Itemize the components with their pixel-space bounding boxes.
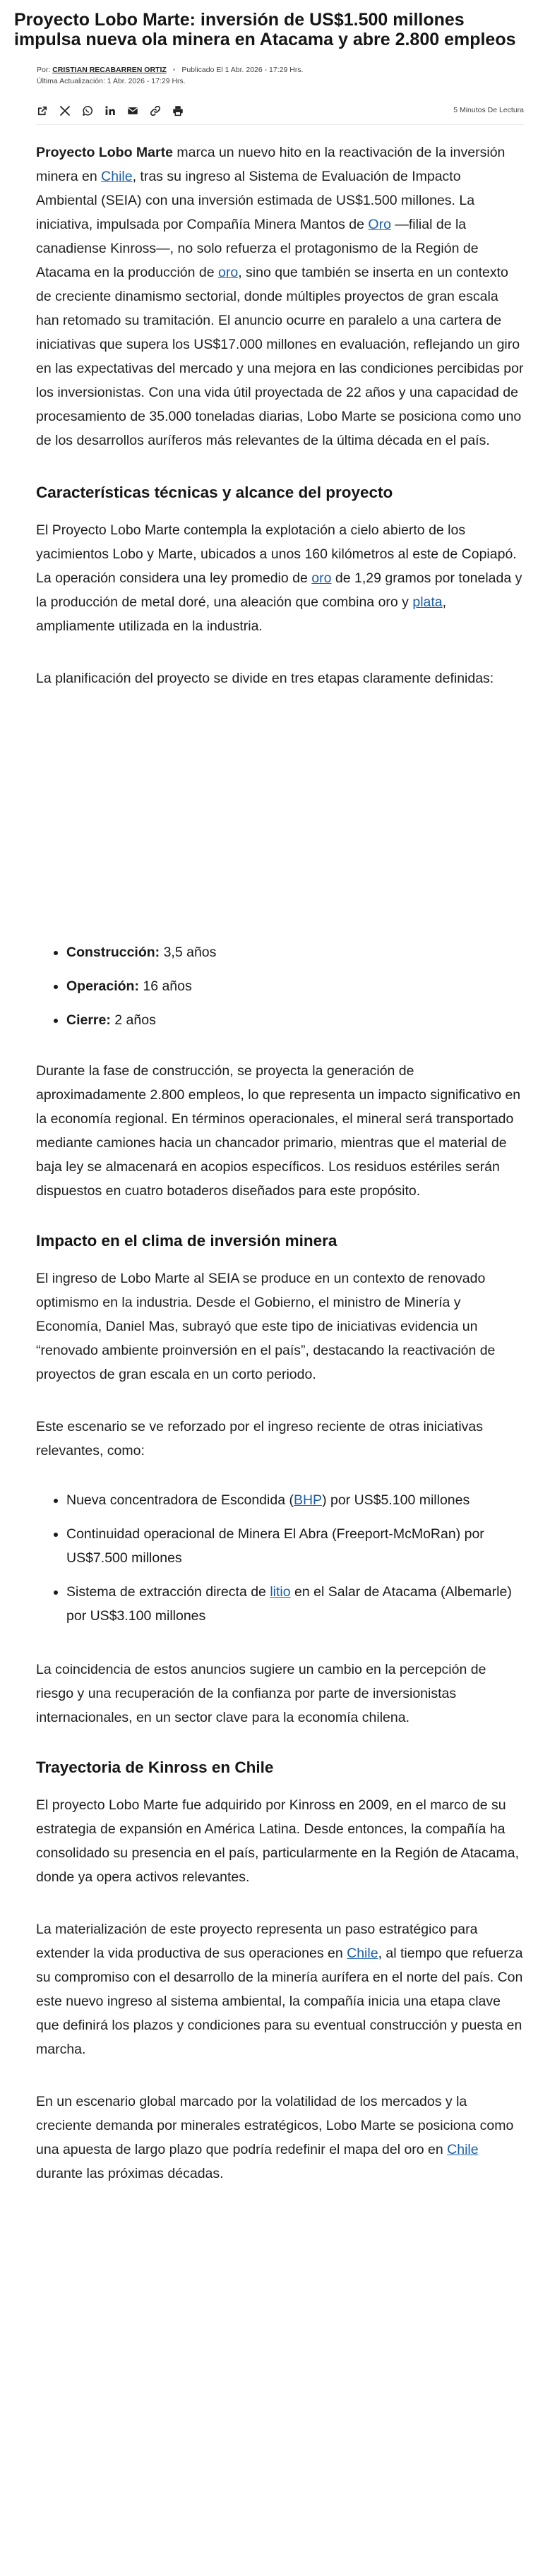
text-span: ) por US$5.100 millones [322, 1492, 470, 1508]
whatsapp-icon[interactable] [81, 104, 94, 117]
section-heading-kinross: Trayectoria de Kinross en Chile [36, 1759, 274, 1776]
link-oro[interactable]: oro [218, 265, 239, 280]
stage-label: Operación: [66, 978, 139, 994]
list-item [66, 974, 524, 998]
x-icon[interactable] [59, 104, 71, 117]
list-item [66, 940, 524, 964]
link-chile[interactable]: Chile [347, 1946, 378, 1961]
text-span: —filial de la canadiense Kinross—, no solo refuerza el protagonismo de la Región de Atacama en la producción de [36, 217, 479, 280]
text-span: El Proyecto Lobo Marte contempla la explotación a cielo abierto de los yacimientos Lobo y Marte, ubicados a unos 160 kilómetros al este de Copiapó. La operación considera una ley promedio de [36, 522, 517, 586]
stage-label: Construcción: [66, 945, 160, 960]
share-icon[interactable] [36, 104, 49, 117]
paragraph-tecnico [36, 518, 524, 638]
author-link[interactable]: CRISTIAN RECABARREN ORTIZ [52, 66, 167, 74]
text-span: en el Salar de Atacama (Albemarle) por US$3.100 millones [66, 1584, 512, 1624]
link-plata[interactable]: plata [412, 594, 443, 610]
updated-date: Última Actualización: 1 Abr. 2026 - 17:29 Hrs. [37, 77, 186, 85]
article-headline: Proyecto Lobo Marte: inversión de US$1.500 millones impulsa nueva ola minera en Atacama y abre 2.800 empleos [14, 10, 516, 49]
text-span: En un escenario global marcado por la volatilidad de los mercados y la creciente demanda por minerales estratégicos, Lobo Marte se posiciona como una apuesta de largo plazo que podría redefinir el mapa del oro en [36, 2094, 514, 2157]
text-span: marca un nuevo hito en la reactivación de la inversión minera en [36, 145, 506, 184]
text-span: , tras su ingreso al Sistema de Evaluación de Impacto Ambiental (SEIA) con una inversión estimada de US$1.500 millones. La iniciativa, impulsada por Compañía Minera Mantos de [36, 169, 475, 232]
stage-value: 16 años [138, 978, 192, 994]
embedded-media-placeholder [36, 690, 524, 945]
byline [0, 49, 538, 75]
list-item [66, 1580, 524, 1628]
link-oro[interactable]: Oro [368, 217, 391, 232]
text-span: durante las próximas décadas. [36, 2166, 224, 2181]
article-body [0, 125, 538, 2186]
list-item [66, 1488, 524, 1512]
text-span: Continuidad operacional de Minera El Abra (Freeport-McMoRan) por US$7.500 millones [66, 1526, 484, 1566]
link-oro[interactable]: oro [311, 570, 332, 586]
link-icon[interactable] [149, 104, 162, 117]
paragraph-intro [36, 140, 524, 453]
byline-separator: • [172, 66, 176, 74]
published-date: Publicado El 1 Abr. 2026 - 17:29 Hrs. [181, 66, 304, 74]
paragraph-escenario: Este escenario se ve reforzado por el ingreso reciente de otras iniciativas relevantes, como: [36, 1419, 483, 1458]
text-span: de 1,29 gramos por tonelada y la producción de metal doré, una aleación que combina oro y [36, 570, 522, 610]
text-span: Nueva concentradora de Escondida ( [66, 1492, 294, 1508]
paragraph-coincidencia: La coincidencia de estos anuncios sugiere un cambio en la percepción de riesgo y una recuperación de la confianza por parte de inversionistas internacionales, en un sector clave para la economía chilena. [36, 1662, 486, 1725]
text-span: , al tiempo que refuerza su compromiso con el desarrollo de la minería aurífera en el norte del país. Con este nuevo ingreso al sistema ambiental, la compañía inicia una etapa clave que definirá los plazos y condiciones para su eventual construcción y puesta en marcha. [36, 1946, 523, 2057]
paragraph-construccion: Durante la fase de construcción, se proyecta la generación de aproximadamente 2.800 empleos, lo que representa un impacto significativo en la economía regional. En términos operacionales, el mineral será transportado mediante camiones hacia un chancador primario, mientras que el material de baja ley se almacenará en acopios específicos. Los residuos estériles serán dispuestos en cuatro botaderos diseñados para este propósito. [36, 1063, 521, 1199]
text-span: , ampliamente utilizada en la industria. [36, 594, 447, 634]
section-heading-impacto: Impacto en el clima de inversión minera [36, 1232, 337, 1250]
linkedin-icon[interactable] [104, 104, 116, 117]
stage-label: Cierre: [66, 1012, 111, 1028]
text-span: , sino que también se inserta en un contexto de creciente dinamismo sectorial, donde múltiples proyectos de gran escala han retomado su tramitación. El anuncio ocurre en paralelo a una cartera de iniciativas que supera los US$17.000 millones en evaluación, reflejando un giro en las expectativas del mercado y una mejora en las condiciones percibidas por los inversionistas. Con una vida útil proyectada de 22 años y una capacidad de procesamiento de 35.000 toneladas diarias, Lobo Marte se posiciona como uno de los desarrollos auríferos más relevantes de la última década en el país. [36, 265, 524, 448]
link-bhp[interactable]: BHP [293, 1492, 323, 1508]
share-bar [36, 102, 524, 120]
text-span: Sistema de extracción directa de [66, 1584, 270, 1600]
intro-strong: Proyecto Lobo Marte [36, 145, 173, 160]
stages-list [36, 940, 524, 1032]
list-item [66, 1008, 524, 1032]
read-time: 5 Minutos De Lectura [453, 106, 524, 114]
link-chile[interactable]: Chile [101, 169, 133, 184]
link-chile[interactable]: Chile [447, 2142, 479, 2157]
paragraph-kinross: El proyecto Lobo Marte fue adquirido por Kinross en 2009, en el marco de su estrategia de expansión en América Latina. Desde entonces, la compañía ha consolidado su presencia en el país, particularmente en la Región de Atacama, donde ya opera activos relevantes. [36, 1797, 520, 1885]
stage-value: 3,5 años [160, 945, 217, 960]
projects-list [36, 1488, 524, 1628]
byline-prefix: Por: [37, 66, 51, 74]
paragraph-gobierno: El ingreso de Lobo Marte al SEIA se produce en un contexto de renovado optimismo en la industria. Desde el Gobierno, el ministro de Minería y Economía, Daniel Mas, subrayó que este tipo de iniciativas evidencia un “renovado ambiente proinversión en el país”, destacando la reactivación de proyectos de gran escala en un corto periodo. [36, 1271, 496, 1382]
stage-value: 2 años [110, 1012, 156, 1028]
paragraph-planificacion: La planificación del proyecto se divide en tres etapas claramente definidas: [36, 671, 494, 686]
email-icon[interactable] [126, 104, 139, 117]
paragraph-materializacion [36, 1917, 524, 2061]
paragraph-escenario-global [36, 2090, 524, 2186]
list-item [66, 1522, 524, 1570]
print-icon[interactable] [172, 104, 184, 117]
link-litio[interactable]: litio [270, 1584, 291, 1600]
text-span: La materialización de este proyecto representa un paso estratégico para extender la vida productiva de sus operaciones en [36, 1922, 478, 1961]
section-heading-caracteristicas: Características técnicas y alcance del proyecto [36, 484, 393, 501]
